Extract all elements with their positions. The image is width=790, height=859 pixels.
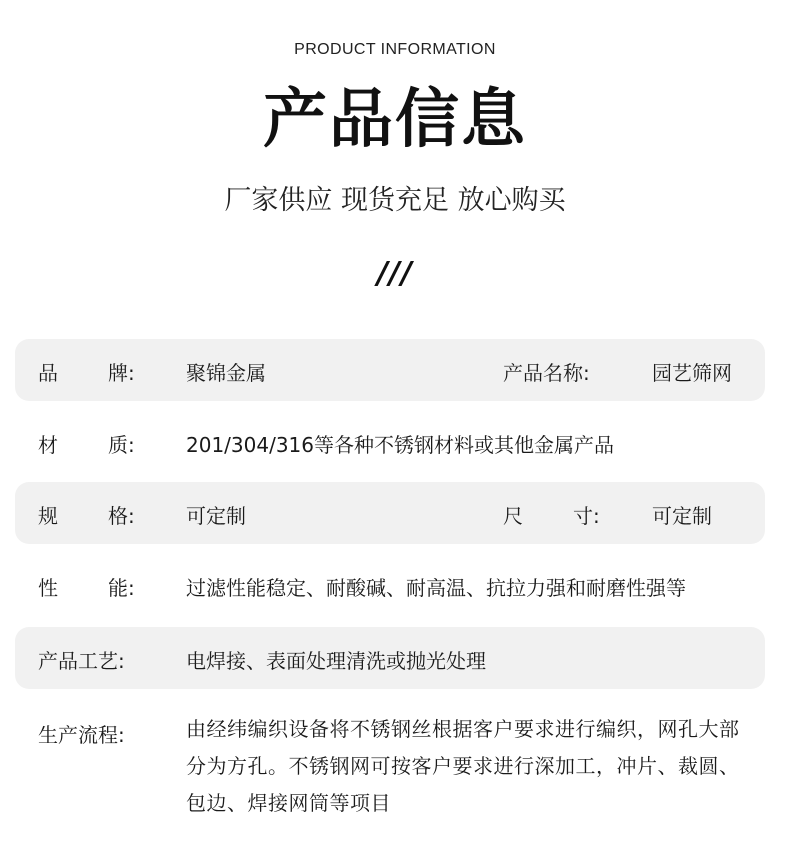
material-label-char2: 质: <box>108 433 135 457</box>
info-row-material <box>15 411 765 473</box>
performance-label-char2: 能: <box>108 576 135 600</box>
performance-value: 过滤性能稳定、耐酸碱、耐高温、抗拉力强和耐磨性强等 <box>186 576 686 600</box>
spec-value: 可定制 <box>186 504 246 528</box>
size-label-char1: 尺 <box>503 504 523 528</box>
craft-value: 电焊接、表面处理清洗或抛光处理 <box>186 649 486 673</box>
size-value: 可定制 <box>652 504 712 528</box>
info-row-brand <box>15 339 765 401</box>
craft-label: 产品工艺: <box>38 649 125 673</box>
process-label: 生产流程: <box>38 723 125 747</box>
slash-ornament: /// <box>377 256 413 291</box>
product-name-label: 产品名称: <box>503 361 590 385</box>
product-name-value: 园艺筛网 <box>652 361 732 385</box>
brand-label-char1: 品 <box>38 361 58 385</box>
process-value: 由经纬编织设备将不锈钢丝根据客户要求进行编织，网孔大部分为方孔。不锈钢网可按客户要求进行深加工，冲片、裁圆、包边、焊接网筒等项目 <box>186 717 740 815</box>
eyebrow-text: PRODUCT INFORMATION <box>294 41 496 58</box>
page-title: 产品信息 <box>263 83 527 157</box>
size-label-char2: 寸: <box>573 504 600 528</box>
info-row-performance <box>15 554 765 616</box>
page-subtitle: 厂家供应 现货充足 放心购买 <box>224 185 566 216</box>
material-label-char1: 材 <box>38 433 58 457</box>
performance-label-char1: 性 <box>38 576 58 600</box>
info-row-craft <box>15 627 765 689</box>
brand-value: 聚锦金属 <box>186 361 266 385</box>
material-value: 201/304/316等各种不锈钢材料或其他金属产品 <box>186 433 614 457</box>
brand-label-char2: 牌: <box>108 361 135 385</box>
info-row-process <box>15 711 765 826</box>
info-row-spec <box>15 482 765 544</box>
spec-label-char1: 规 <box>38 504 58 528</box>
spec-label-char2: 格: <box>108 504 135 528</box>
